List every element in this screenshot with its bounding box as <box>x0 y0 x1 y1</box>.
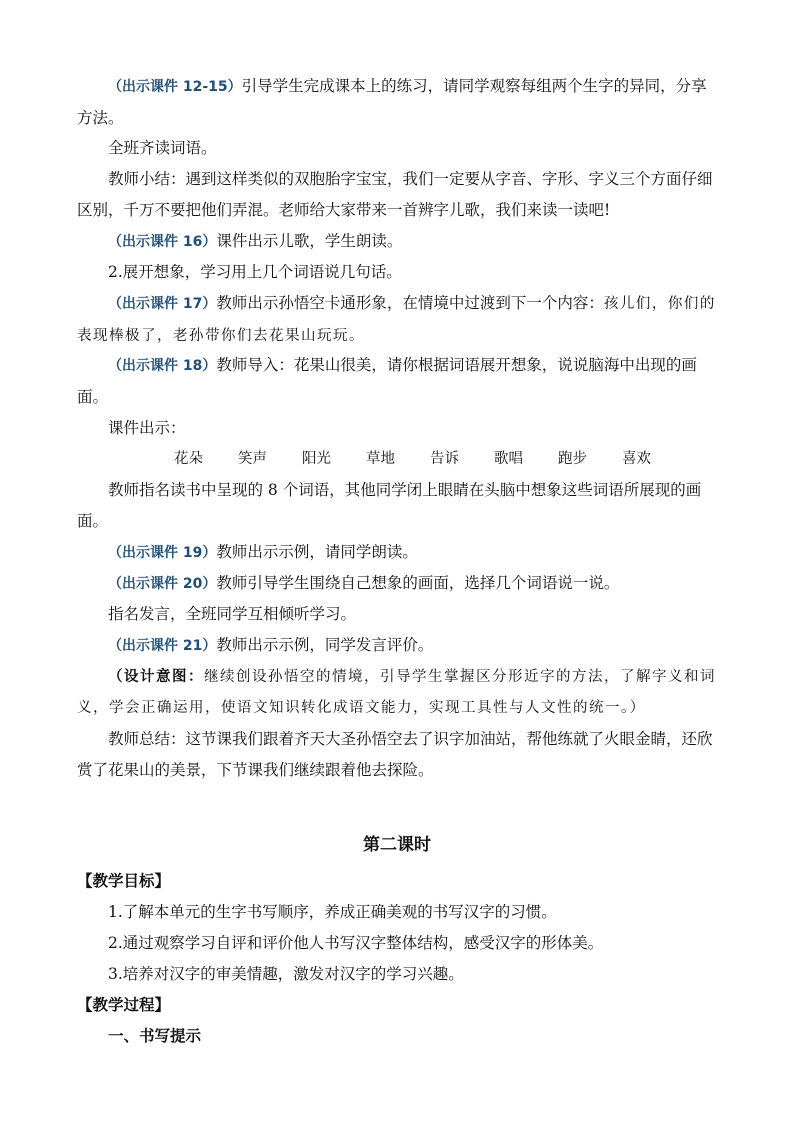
paragraph-text: 指名发言，全班同学互相倾听学习。 <box>108 605 357 623</box>
paragraph-monkey-king <box>77 288 717 352</box>
courseware-ref: （出示课件 16） <box>108 234 217 250</box>
courseware-ref: （出示课件 18） <box>108 358 217 374</box>
paragraph-text: 教师出示孙悟空卡通形象，在情境中过渡到下一个内容： <box>216 294 604 312</box>
section-title: 第二课时 <box>363 835 431 855</box>
paragraph-text: 继续创设孙悟空的情境，引导学生掌握区分形近字的方法，了解字义和词义，学会正确运用，使语文知识转化成语文能力，实现工具性与人文性的统一。） <box>77 669 716 716</box>
paragraph-practice <box>77 71 717 134</box>
goal-item: 3.培养对汉字的审美情趣，激发对汉字的学习兴趣。 <box>108 965 464 983</box>
paragraph-text: 教师小结：遇到这样类似的双胞胎字宝宝，我们一定要从字音、字形、字义三个方面仔细区别，千万不要把他们弄混。老师给大家带来一首辨字儿歌，我们来读一读吧! <box>77 170 713 219</box>
courseware-ref: （出示课件 21） <box>108 638 217 654</box>
paragraph-text: 教师出示示例，同学发言评价。 <box>216 636 434 654</box>
courseware-ref: （出示课件 17） <box>108 296 217 312</box>
word-item: 歌唱 <box>494 451 523 467</box>
paragraph-speak-listen <box>77 599 717 630</box>
paragraph-courseware-show <box>77 413 717 444</box>
process-heading: 【教学过程】 <box>77 996 171 1014</box>
paragraph-huaguo-mountain <box>77 350 717 413</box>
paragraph-text: 教师指名读书中呈现的 8 个词语，其他同学闭上眼睛在头脑中想象这些词语所展现的画面。 <box>77 481 702 530</box>
courseware-ref: （出示课件 19） <box>108 545 217 561</box>
paragraph-text: 教师总结：这节课我们跟着齐天大圣孙悟空去了识字加油站，帮他练就了火眼金睛，还欣赏了花果山的美景，下节课我们继续跟着他去探险。 <box>77 730 713 779</box>
paragraph-teacher-conclusion <box>77 724 717 786</box>
word-item: 跑步 <box>558 451 587 467</box>
paragraph-imagine <box>77 257 717 288</box>
word-item: 花朵 <box>174 451 203 467</box>
word-item: 草地 <box>366 451 395 467</box>
goals-heading: 【教学目标】 <box>77 872 171 890</box>
paragraph-choose-words <box>77 568 717 600</box>
paragraph-text: 全班齐读词语。 <box>108 139 217 157</box>
goal-item: 2.通过观察学习自评和评价他人书写汉字整体结构，感受汉字的形体美。 <box>108 934 604 952</box>
paragraph-evaluate <box>77 630 717 662</box>
paragraph-rhyme <box>77 226 717 258</box>
design-intent-label: （设计意图： <box>108 668 204 685</box>
paragraph-text: 课件出示儿歌，学生朗读。 <box>216 232 403 250</box>
courseware-ref: （出示课件 12-15） <box>108 79 242 95</box>
step-heading: 一、书写提示 <box>108 1027 202 1045</box>
paragraph-example-read <box>77 537 717 569</box>
quote-text: 孩儿们，你们的表现棒极了，老孙带你们去花果山玩玩。 <box>77 296 716 344</box>
word-item: 告诉 <box>430 451 459 467</box>
word-item: 笑声 <box>238 451 267 467</box>
word-item: 喜欢 <box>622 451 651 467</box>
paragraph-text: 教师导入：花果山很美，请你根据词语展开想象，说说脑海中出现的画面。 <box>77 356 697 406</box>
paragraph-design-intent <box>77 661 717 724</box>
word-item: 阳光 <box>302 451 331 467</box>
goal-item: 1.了解本单元的生字书写顺序，养成正确美观的书写汉字的习惯。 <box>108 903 557 921</box>
paragraph-text: 引导学生完成课本上的练习，请同学观察每组两个生字的异同，分享方法。 <box>77 77 707 127</box>
word-list <box>174 444 694 475</box>
paragraph-teacher-summary <box>77 164 717 226</box>
paragraph-read-eight-words <box>77 475 717 537</box>
paragraph-text: 教师引导学生围绕自己想象的画面，选择几个词语说一说。 <box>216 574 620 592</box>
paragraph-text: 2.展开想象，学习用上几个词语说几句话。 <box>108 263 402 281</box>
paragraph-text: 教师出示示例，请同学朗读。 <box>216 543 418 561</box>
courseware-ref: （出示课件 20） <box>108 576 217 592</box>
paragraph-read-words <box>77 133 717 164</box>
paragraph-text: 课件出示： <box>108 419 186 437</box>
